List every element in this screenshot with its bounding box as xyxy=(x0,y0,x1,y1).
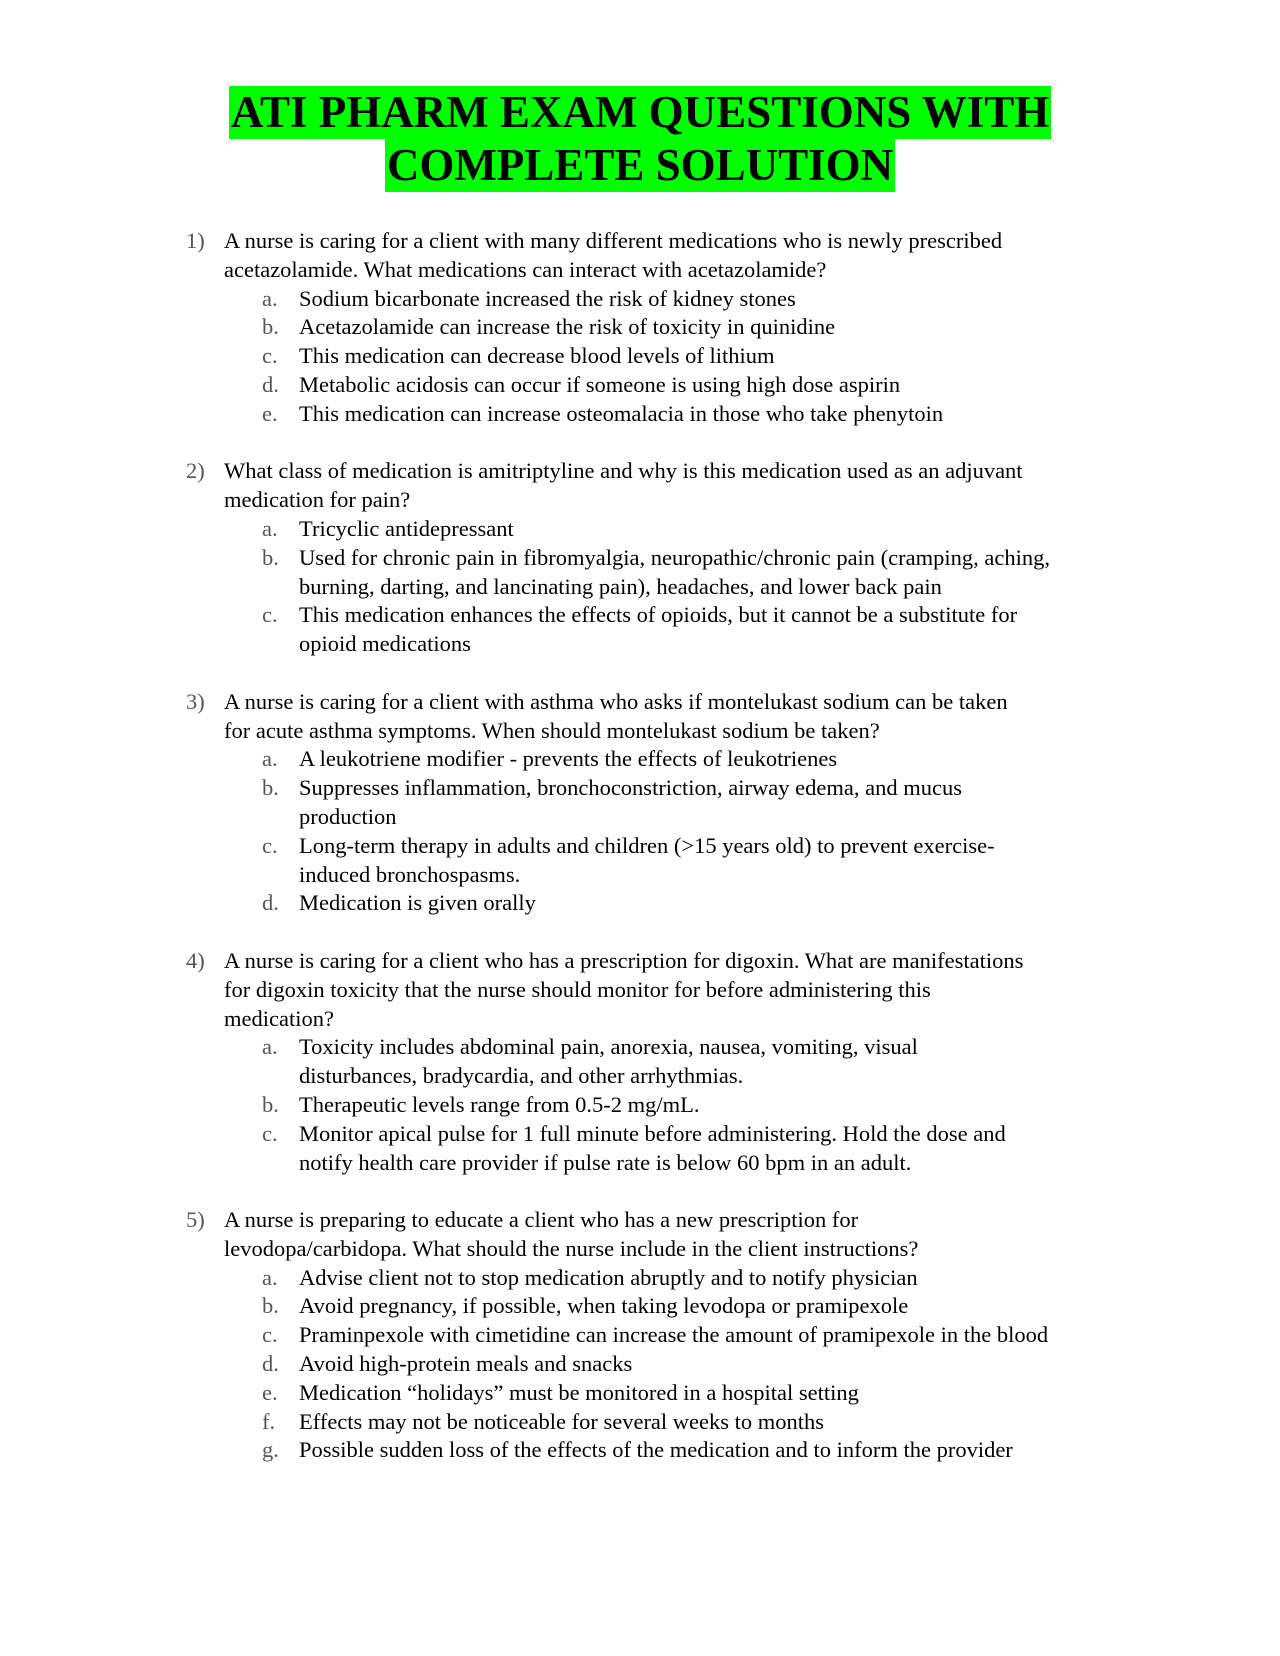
answer-item xyxy=(224,1091,1059,1120)
answer-text: Monitor apical pulse for 1 full minute before administering. Hold the dose and notify health care provider if pulse rate is below 60 bpm in an adult. xyxy=(299,1120,1006,1175)
answer-list xyxy=(224,285,1186,429)
answer-text: Metabolic acidosis can occur if someone is using high dose aspirin xyxy=(299,371,901,397)
question-number: 2) xyxy=(186,458,205,484)
answer-text: Therapeutic levels range from 0.5-2 mg/mL. xyxy=(299,1091,700,1117)
answer-letter: c. xyxy=(262,602,278,628)
answer-item xyxy=(224,285,1059,314)
answer-letter: a. xyxy=(262,285,278,311)
answer-text: Acetazolamide can increase the risk of toxicity in quinidine xyxy=(299,314,836,340)
answer-item xyxy=(224,601,1059,659)
answer-text: Avoid pregnancy, if possible, when taking levodopa or pramipexole xyxy=(299,1293,909,1319)
answer-item xyxy=(224,1321,1059,1350)
answer-letter: b. xyxy=(262,1091,279,1117)
question-2 xyxy=(186,457,1186,659)
answer-letter: a. xyxy=(262,1264,278,1290)
answer-text: Medication is given orally xyxy=(299,890,536,916)
question-text: A nurse is caring for a client who has a prescription for digoxin. What are manifestations for digoxin toxicity that the nurse should monitor for before administering this medication? xyxy=(224,947,1024,1031)
answer-item xyxy=(224,832,1059,890)
title-line-1: ATI PHARM EXAM QUESTIONS WITH xyxy=(230,87,1050,137)
answer-text: Avoid high-protein meals and snacks xyxy=(299,1351,633,1377)
question-number: 3) xyxy=(186,688,205,714)
answer-letter: c. xyxy=(262,343,278,369)
answer-text: This medication can increase osteomalacia in those who take phenytoin xyxy=(299,400,944,426)
answer-item xyxy=(224,313,1059,342)
answer-item xyxy=(224,515,1059,544)
answer-item xyxy=(224,1264,1059,1293)
question-text: What class of medication is amitriptyline and why is this medication used as an adjuvant medication for pain? xyxy=(224,458,1023,513)
answer-item xyxy=(224,371,1059,400)
answer-item xyxy=(224,1350,1059,1379)
answer-text: Praminpexole with cimetidine can increase the amount of pramipexole in the blood xyxy=(299,1322,1049,1348)
answer-letter: c. xyxy=(262,832,278,858)
answer-item xyxy=(224,342,1059,371)
answer-list xyxy=(224,1033,1186,1177)
answer-text: Toxicity includes abdominal pain, anorexia, nausea, vomiting, visual disturbances, bradycardia, and other arrhythmias. xyxy=(299,1034,918,1089)
answer-text: Advise client not to stop medication abruptly and to notify physician xyxy=(299,1264,918,1290)
answer-text: A leukotriene modifier - prevents the effects of leukotrienes xyxy=(299,746,838,772)
answer-text: Effects may not be noticeable for several weeks to months xyxy=(299,1408,825,1434)
answer-letter: c. xyxy=(262,1120,278,1146)
answer-item xyxy=(224,1033,939,1091)
question-text: A nurse is preparing to educate a client who has a new prescription for levodopa/carbidopa. What should the nurse include in the client instructions? xyxy=(224,1207,919,1261)
question-text: A nurse is caring for a client with asthma who asks if montelukast sodium can be taken for acute asthma symptoms. When should montelukast sodium be taken? xyxy=(224,688,1008,743)
answer-item xyxy=(224,1292,1059,1321)
answer-letter: a. xyxy=(262,746,278,772)
answer-text: Suppresses inflammation, bronchoconstriction, airway edema, and mucus production xyxy=(299,775,962,829)
answer-item xyxy=(224,774,1059,832)
answer-item xyxy=(224,544,1059,602)
answer-letter: a. xyxy=(262,515,278,541)
answer-text: Medication “holidays” must be monitored in a hospital setting xyxy=(299,1379,859,1405)
answer-letter: a. xyxy=(262,1034,278,1060)
question-1 xyxy=(186,227,1186,429)
answer-item xyxy=(224,1408,1059,1437)
answer-letter: f. xyxy=(262,1408,276,1434)
question-number: 4) xyxy=(186,947,205,973)
question-text: A nurse is caring for a client with many different medications who is newly prescribed acetazolamide. What medications can interact with acetazolamide? xyxy=(224,228,1003,282)
answer-letter: d. xyxy=(262,371,279,397)
answer-letter: b. xyxy=(262,314,279,340)
answer-text: Sodium bicarbonate increased the risk of kidney stones xyxy=(299,285,796,311)
answer-list xyxy=(224,1264,1186,1466)
answer-letter: b. xyxy=(262,1293,279,1319)
answer-letter: b. xyxy=(262,775,279,801)
document-title xyxy=(0,86,1280,192)
answer-letter: b. xyxy=(262,544,279,570)
answer-text: Tricyclic antidepressant xyxy=(299,515,514,541)
answer-text: Possible sudden loss of the effects of the medication and to inform the provider xyxy=(299,1437,1013,1463)
answer-letter: d. xyxy=(262,1351,279,1377)
answer-text: This medication enhances the effects of opioids, but it cannot be a substitute for opioid medications xyxy=(299,602,1018,657)
answer-item xyxy=(224,1120,1059,1178)
answer-item xyxy=(224,1379,1059,1408)
question-4 xyxy=(186,947,1186,1177)
answer-text: This medication can decrease blood levels of lithium xyxy=(299,343,775,369)
question-list xyxy=(186,227,1186,1494)
answer-list xyxy=(224,515,1186,659)
answer-text: Long-term therapy in adults and children (>15 years old) to prevent exercise- induced bronchospasms. xyxy=(299,832,995,887)
answer-letter: c. xyxy=(262,1322,278,1348)
title-line-2: COMPLETE SOLUTION xyxy=(386,140,894,190)
answer-item xyxy=(224,400,1059,429)
answer-item xyxy=(224,1436,1139,1465)
question-5 xyxy=(186,1206,1186,1465)
answer-letter: g. xyxy=(262,1437,279,1463)
answer-text: Used for chronic pain in fibromyalgia, neuropathic/chronic pain (cramping, aching, burning, darting, and lancinating pain), headaches, and lower back pain xyxy=(299,544,1050,599)
answer-letter: d. xyxy=(262,890,279,916)
answer-item xyxy=(224,889,1059,918)
question-number: 1) xyxy=(186,228,205,253)
answer-item xyxy=(224,745,1059,774)
answer-letter: e. xyxy=(262,1379,278,1405)
answer-letter: e. xyxy=(262,400,278,426)
question-number: 5) xyxy=(186,1207,205,1233)
question-3 xyxy=(186,688,1186,918)
answer-list xyxy=(224,745,1186,918)
